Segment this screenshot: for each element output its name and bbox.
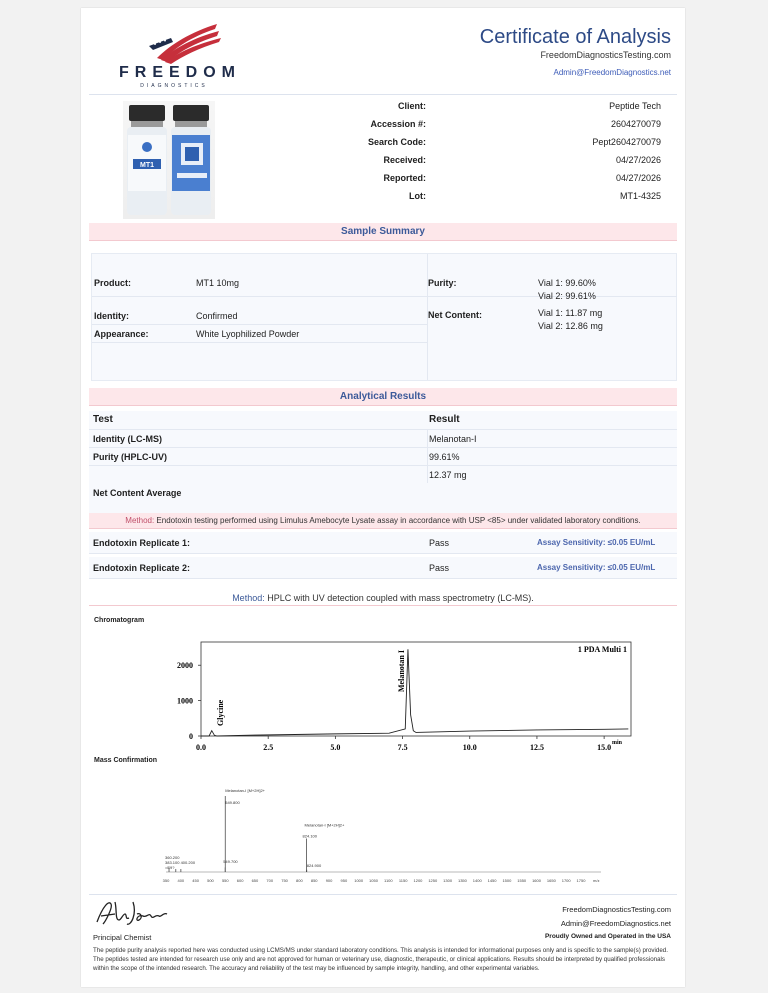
mass-annotation: 824.100: [302, 833, 318, 839]
net-content-vial2: Vial 2: 12.86 mg: [538, 321, 603, 331]
mass-x-tick-label: 900: [325, 878, 333, 883]
flag-swoosh-icon: [119, 18, 229, 64]
mass-x-tick-label: 850: [310, 878, 318, 883]
received-label: Received:: [383, 155, 426, 165]
sample-summary-header: [89, 223, 677, 241]
mass-x-tick-label: 800: [296, 878, 303, 883]
identity-label: Identity:: [94, 311, 129, 321]
signature-image: [93, 896, 173, 932]
mass-x-tick-label: 1200: [413, 878, 423, 883]
mass-annotation: 360.200: [165, 855, 180, 860]
chromatogram-legend: 1 PDA Multi 1: [577, 645, 627, 654]
info-row-search-code: [321, 137, 661, 155]
mass-x-tick-label: 600: [236, 878, 244, 883]
y-tick-label: 2000: [177, 661, 193, 671]
signer-role: Principal Chemist: [93, 933, 152, 942]
sample-summary-title: Sample Summary: [341, 226, 425, 237]
test-identity: Identity (LC-MS): [93, 434, 162, 444]
result-identity: Melanotan-I: [429, 434, 477, 444]
mass-spectrum-chart: [141, 776, 641, 888]
analytical-results-title: Analytical Results: [339, 391, 427, 402]
hplc-method-bar: [89, 590, 677, 606]
result-purity: 99.61%: [429, 452, 460, 462]
accession-value: 2604270079: [610, 119, 661, 129]
mass-x-tick-label: 1450: [487, 878, 497, 883]
x-tick-label: 7.5: [397, 743, 408, 752]
header-website: FreedomDiagnosticsTesting.com: [540, 50, 671, 60]
endotoxin-2-result: Pass: [429, 563, 450, 573]
vial-label-text: MT1: [140, 162, 154, 169]
identity-value: Confirmed: [196, 311, 238, 321]
peak-label-glycine: Glycine: [216, 699, 226, 726]
footer-email: Admin@FreedomDiagnostics.net: [560, 919, 671, 928]
product-value: MT1 10mg: [196, 278, 240, 288]
document-title: Certificate of Analysis: [479, 26, 671, 48]
test-purity: Purity (HPLC-UV): [93, 452, 167, 462]
info-row-client: [321, 101, 661, 119]
mass-confirmation-label: Mass Confirmation: [94, 757, 158, 764]
mass-x-tick-label: 1750: [576, 878, 586, 883]
hplc-method-text: HPLC with UV detection coupled with mass spectrometry (LC-MS).: [264, 593, 534, 603]
search-code-label: Search Code:: [367, 137, 426, 147]
mass-annotation: Melanotan-I [M+2H]2+: [304, 822, 345, 828]
analytical-results-header: [89, 388, 677, 406]
mass-x-tick-label: 700: [266, 878, 274, 883]
x-tick-label: 0.0: [196, 743, 206, 752]
info-row-received: [321, 155, 661, 173]
accession-label: Accession #:: [370, 119, 426, 129]
endotoxin-row-2: [89, 557, 677, 579]
x-tick-label: 12.5: [529, 743, 544, 752]
endotoxin-2-label: Endotoxin Replicate 2:: [93, 563, 191, 573]
x-axis-unit: min: [611, 740, 623, 746]
endotoxin-method-key: Method:: [125, 516, 155, 525]
x-tick-label: 2.5: [263, 743, 274, 752]
endotoxin-method-bar: [89, 513, 677, 529]
mass-x-tick-label: 1150: [398, 878, 408, 883]
purity-label: Purity:: [428, 278, 457, 288]
x-tick-label: 5.0: [330, 743, 341, 752]
mass-x-tick-label: 350: [162, 878, 170, 883]
mass-x-tick-label: 750: [281, 878, 288, 883]
mass-x-unit: m/z: [593, 878, 600, 883]
appearance-value: White Lyophilized Powder: [196, 329, 300, 339]
mass-x-tick-label: 450: [192, 878, 199, 883]
test-column-header: Test: [93, 414, 113, 425]
y-tick-label: 1000: [177, 696, 193, 706]
endotoxin-2-sensitivity: Assay Sensitivity: ≤0.05 EU/mL: [537, 563, 656, 572]
endotoxin-row-1: [89, 532, 677, 554]
mass-x-tick-label: 500: [207, 878, 214, 883]
chromatogram-label: Chromatogram: [94, 617, 145, 624]
footer-divider: [89, 894, 677, 895]
chromatogram-chart: [121, 626, 661, 758]
client-value: Peptide Tech: [609, 101, 661, 111]
result-net-content: 12.37 mg: [429, 470, 467, 480]
mass-x-tick-label: 650: [251, 878, 259, 883]
mass-annotation: 549.800: [225, 800, 240, 805]
analytical-results-table: [89, 411, 677, 513]
chromatogram-frame: [201, 642, 631, 736]
footer-owned-usa: Proudly Owned and Operated in the USA: [544, 933, 671, 940]
mass-annotation: 549.700: [223, 859, 238, 864]
mass-x-tick-label: 1300: [443, 878, 453, 883]
mass-annotation: =E9?: [165, 865, 175, 870]
mass-x-tick-label: 1000: [354, 878, 364, 883]
mass-x-tick-label: 950: [340, 878, 348, 883]
peak-label-melanotan: Melanotan I: [396, 650, 406, 692]
sample-summary-table: [91, 253, 677, 381]
mass-x-tick-label: 1500: [502, 878, 512, 883]
lot-value: MT1-4325: [619, 191, 661, 201]
logo-wordmark: FREEDOM: [119, 64, 241, 81]
appearance-label: Appearance:: [94, 329, 149, 339]
info-row-reported: [321, 173, 661, 191]
client-label: Client:: [398, 101, 426, 111]
legal-disclaimer: The peptide purity analysis reported here was conducted using LCMS/MS under standard laboratory conditions. This analysis is intended for informational purposes only and is specific to the sample(s) provided. The peptides tested are intended for research use only and are not approved for human or veterinary use, diagnostic, therapeutic, or clinical applications. Results should be interpreted by qualified professionals within the scope of the intended research. The accuracy and reliability of the test may be influenced by sample integrity, handling, and other experimental variables.: [93, 947, 668, 972]
mass-x-tick-label: 1400: [472, 878, 482, 883]
freedom-logo: [119, 18, 241, 89]
x-tick-label: 10.0: [462, 743, 477, 752]
lot-label: Lot:: [409, 191, 426, 201]
mass-x-tick-label: 1050: [369, 878, 378, 883]
info-row-lot: [321, 191, 661, 209]
mass-x-tick-label: 1600: [532, 878, 541, 883]
net-content-label: Net Content:: [428, 310, 482, 320]
reported-value: 04/27/2026: [615, 173, 661, 183]
hplc-method-key: Method:: [232, 593, 265, 603]
certificate-page: [81, 8, 685, 987]
reported-label: Reported:: [383, 173, 426, 183]
product-label: Product:: [94, 278, 131, 288]
mass-x-tick-label: 1700: [561, 878, 571, 883]
test-net-content: Net Content Average: [93, 488, 182, 498]
result-column-header: Result: [429, 414, 460, 425]
header-divider: [89, 94, 677, 95]
product-vial-photo: [123, 101, 215, 219]
search-code-value: Pept2604270079: [592, 137, 661, 147]
purity-vial2: Vial 2: 99.61%: [538, 291, 596, 301]
received-value: 04/27/2026: [615, 155, 661, 165]
info-row-accession: [321, 119, 661, 137]
net-content-vial1: Vial 1: 11.87 mg: [538, 308, 603, 318]
header-email: Admin@FreedomDiagnostics.net: [553, 68, 671, 77]
endotoxin-1-label: Endotoxin Replicate 1:: [93, 538, 191, 548]
mass-x-tick-label: 1250: [428, 878, 438, 883]
chromatogram-trace: [201, 649, 628, 736]
mass-annotation: Melanotan-I [M+2H]2+: [225, 788, 266, 793]
mass-annotation: 824.900: [306, 863, 322, 868]
endotoxin-1-sensitivity: Assay Sensitivity: ≤0.05 EU/mL: [537, 538, 656, 547]
x-tick-label: 15.0: [597, 743, 612, 752]
mass-x-tick-label: 400: [177, 878, 185, 883]
endotoxin-method-text: Endotoxin testing performed using Limulus Amebocyte Lysate assay in accordance with USP <85> under validated laboratory conditions.: [154, 516, 641, 525]
mass-x-tick-label: 1550: [517, 878, 527, 883]
footer-website: FreedomDiagnosticsTesting.com: [562, 905, 671, 914]
y-tick-label: 0: [189, 732, 193, 741]
mass-x-tick-label: 1350: [457, 878, 467, 883]
mass-annotation: 383.100 400.200: [165, 860, 196, 865]
endotoxin-1-result: Pass: [429, 538, 450, 548]
purity-vial1: Vial 1: 99.60%: [538, 278, 596, 288]
logo-subtitle: DIAGNOSTICS: [140, 83, 208, 89]
mass-x-tick-label: 1650: [546, 878, 556, 883]
mass-x-tick-label: 1100: [384, 878, 393, 883]
mass-x-tick-label: 550: [221, 878, 229, 883]
